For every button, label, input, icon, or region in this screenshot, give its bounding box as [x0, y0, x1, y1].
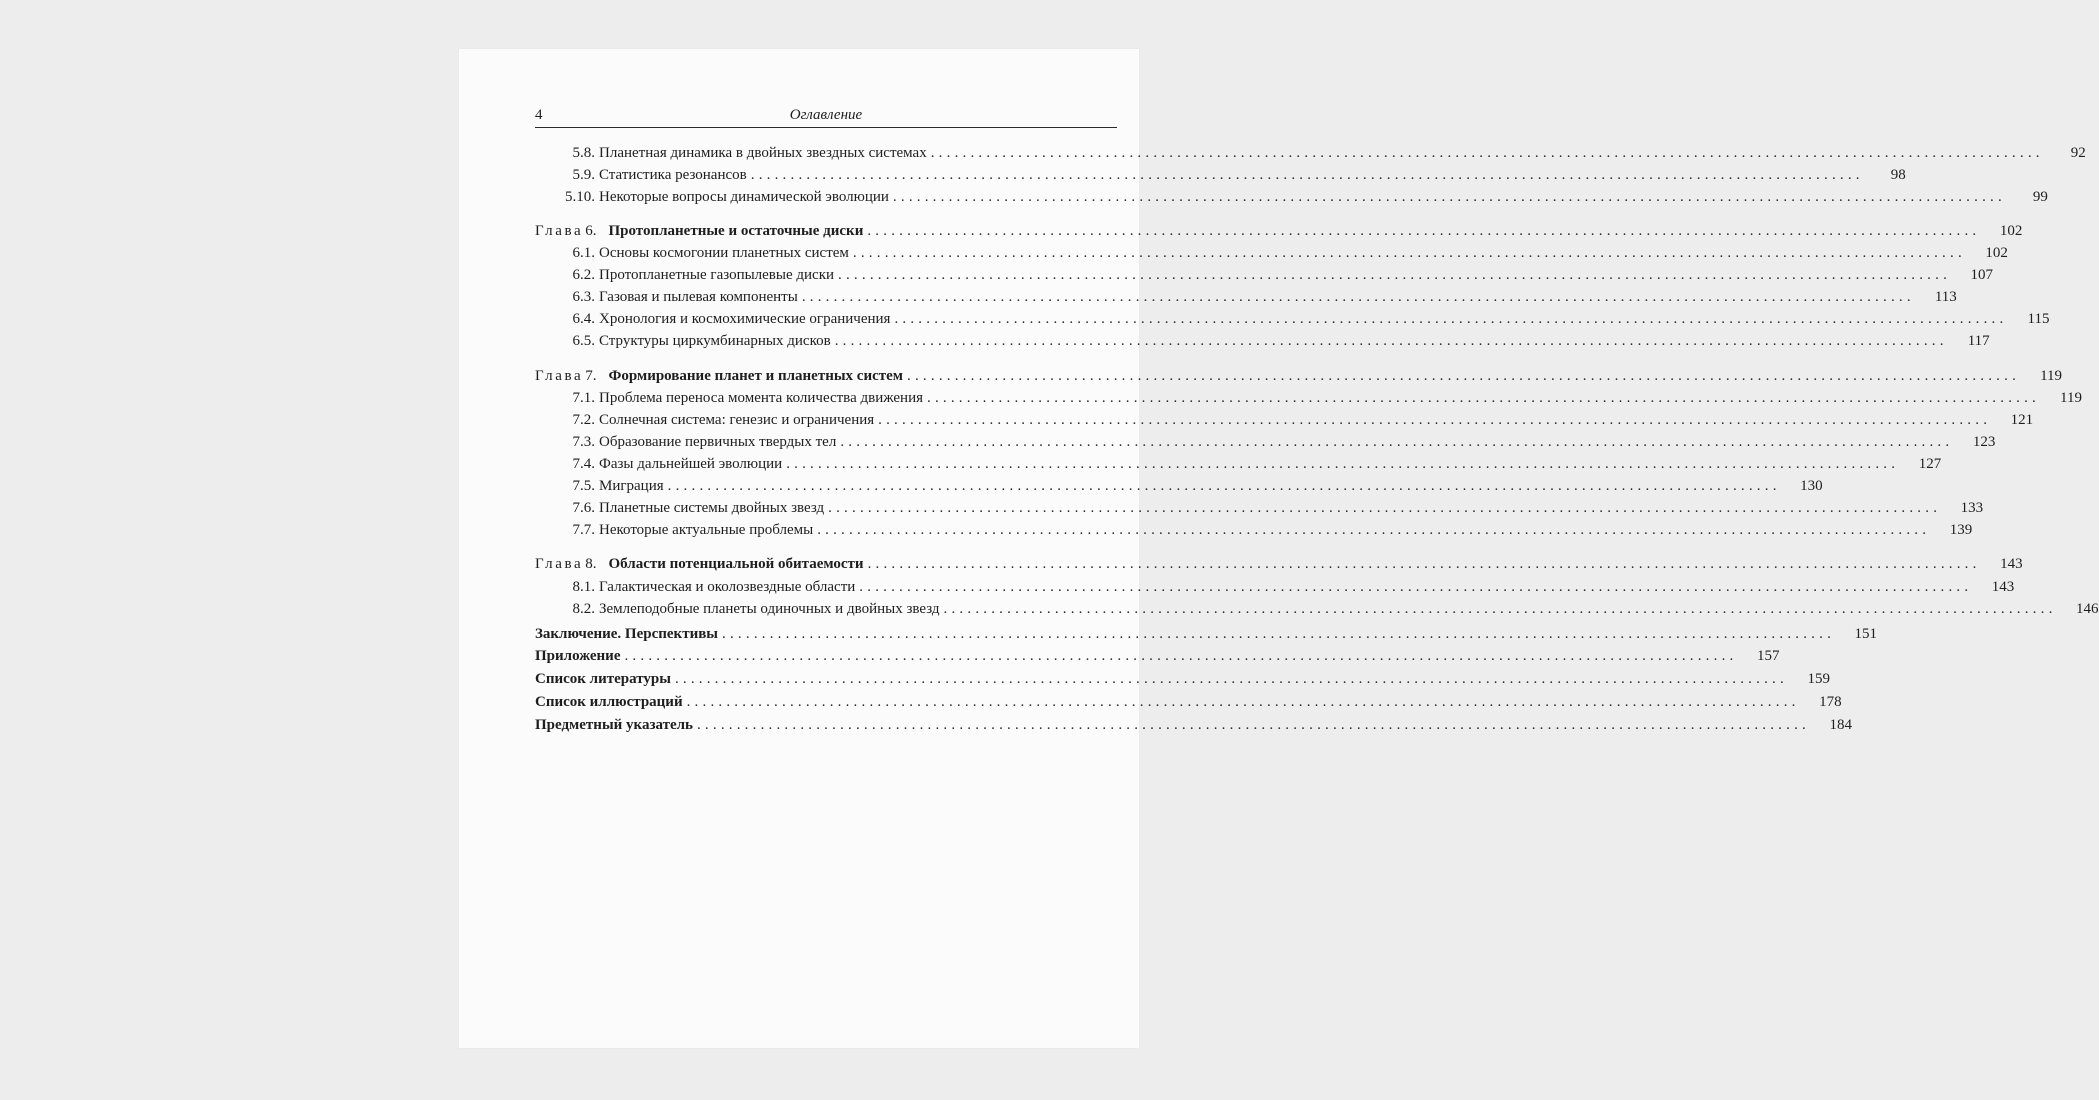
dot-leader: ............................................................................................................................................	[894, 311, 2008, 327]
dot-leader: ............................................................................................................................................	[840, 434, 1954, 450]
toc-entry-page: 107	[1970, 267, 1994, 283]
toc-entry-page: 119	[2060, 390, 2082, 406]
toc-entry-page: 178	[1819, 694, 1842, 710]
page-number: 4	[535, 107, 543, 123]
toc-entry-7-2	[535, 409, 2034, 431]
toc-entry-title: Солнечная система: генезис и ограничения	[599, 412, 875, 428]
dot-leader: ............................................................................................................................................	[892, 189, 2006, 205]
toc-entry-page: 159	[1807, 671, 1830, 687]
toc-entry-page: 99	[2032, 189, 2048, 205]
book-page	[459, 49, 2099, 1048]
toc-entry-page: 98	[1890, 167, 1906, 183]
chapter-number: 8.	[585, 556, 597, 572]
toc-entry-number: 7.6.	[572, 500, 595, 516]
chapter-title: Формирование планет и планетных систем	[608, 368, 904, 384]
toc-entry-7-5	[535, 475, 1823, 497]
toc-entry-number: 6.5.	[572, 333, 595, 349]
toc-back-references	[535, 668, 1830, 690]
toc-entry-number: 6.3.	[572, 289, 595, 305]
toc-entry-title: Структуры циркумбинарных дисков	[599, 333, 831, 349]
toc-entry-7-7	[535, 519, 1973, 541]
toc-entry-number: 7.3.	[572, 434, 595, 450]
running-head-title: Оглавление	[789, 107, 863, 123]
dot-leader: ............................................................................................................................................	[674, 671, 1788, 687]
toc-entry-title: Основы космогонии планетных систем	[599, 245, 849, 261]
chapter-title: Области потенциальной обитаемости	[608, 556, 864, 572]
dot-leader: ............................................................................................................................................	[927, 390, 2040, 406]
toc-back-index	[535, 714, 1852, 736]
toc-entry-page: 102	[1985, 245, 2008, 261]
dot-leader: ............................................................................................................................................	[667, 478, 1781, 494]
toc-entry-title: Фазы дальнейшей эволюции	[599, 456, 783, 472]
running-head	[535, 107, 1117, 128]
toc-entry-5-9	[535, 164, 1906, 186]
toc-entry-title: Газовая и пылевая компоненты	[599, 289, 798, 305]
toc-entry-number: 5.8.	[572, 145, 595, 161]
toc-entry-number: 7.5.	[572, 478, 595, 494]
dot-leader: ............................................................................................................................................	[786, 456, 1900, 472]
dot-leader: ............................................................................................................................................	[624, 648, 1738, 664]
toc-entry-page: 157	[1756, 648, 1780, 664]
chapter-number: 7.	[585, 368, 597, 384]
toc-entry-title: Проблема переноса момента количества движения	[599, 390, 923, 406]
toc-entry-number: 5.9.	[572, 167, 595, 183]
toc-entry-7-4	[535, 453, 1942, 475]
toc-chapter-6	[535, 220, 2023, 242]
toc-entry-number: 6.2.	[572, 267, 595, 283]
dot-leader: ............................................................................................................................................	[722, 626, 1836, 642]
toc-entry-number: 8.2.	[572, 601, 595, 617]
toc-entry-6-2	[535, 264, 1994, 286]
toc-entry-8-1	[535, 576, 2015, 598]
toc-entry-number: 6.1.	[572, 245, 595, 261]
toc-entry-page: 117	[1967, 333, 1990, 349]
chapter-number: 6.	[585, 223, 597, 239]
toc-entry-number: 7.2.	[572, 412, 595, 428]
chapter-word: Глава	[535, 223, 584, 239]
chapter-word: Глава	[535, 368, 584, 384]
toc-chapter-7	[535, 365, 2063, 387]
toc-entry-7-6	[535, 497, 1984, 519]
dot-leader: ............................................................................................................................................	[907, 368, 2021, 384]
back-matter-title: Список литературы	[535, 671, 671, 687]
back-matter-title: Предметный указатель	[535, 717, 693, 733]
toc-back-illustrations	[535, 691, 1842, 713]
toc-entry-number: 7.1.	[572, 390, 595, 406]
dot-leader: ............................................................................................................................................	[943, 601, 2057, 617]
toc-entry-title: Протопланетные газопылевые диски	[599, 267, 835, 283]
toc-entry-page: 139	[1949, 522, 1973, 538]
toc-entry-page: 92	[2070, 145, 2086, 161]
toc-entry-page: 121	[2010, 412, 2034, 428]
toc-entry-page: 127	[1918, 456, 1942, 472]
toc-entry-page: 151	[1854, 626, 1878, 642]
dot-leader: ............................................................................................................................................	[696, 717, 1810, 733]
chapter-title: Протопланетные и остаточные диски	[608, 223, 864, 239]
dot-leader: ............................................................................................................................................	[930, 145, 2044, 161]
toc-entry-title: Миграция	[599, 478, 664, 494]
toc-entry-6-4	[535, 308, 2050, 330]
dot-leader: ............................................................................................................................................	[867, 556, 1981, 572]
toc-entry-title: Землеподобные планеты одиночных и двойных звезд	[599, 601, 940, 617]
toc-entry-number: 7.7.	[572, 522, 595, 538]
dot-leader: ............................................................................................................................................	[828, 500, 1942, 516]
toc-entry-title: Планетные системы двойных звезд	[599, 500, 825, 516]
toc-entry-page: 119	[2040, 368, 2063, 384]
dot-leader: ............................................................................................................................................	[834, 333, 1948, 349]
toc-entry-title: Образование первичных твердых тел	[599, 434, 837, 450]
dot-leader: ............................................................................................................................................	[750, 167, 1864, 183]
toc-entry-title: Некоторые вопросы динамической эволюции	[599, 189, 889, 205]
toc-entry-number: 8.1.	[572, 579, 595, 595]
toc-entry-8-2	[535, 598, 2099, 620]
toc-entry-page: 113	[1934, 289, 1957, 305]
dot-leader: ............................................................................................................................................	[859, 579, 1973, 595]
back-matter-title: Заключение. Перспективы	[535, 626, 719, 642]
toc-entry-title: Статистика резонансов	[599, 167, 747, 183]
toc-chapter-8	[535, 553, 2023, 575]
toc-entry-7-3	[535, 431, 1996, 453]
toc-entry-title: Планетная динамика в двойных звездных системах	[599, 145, 927, 161]
toc-entry-title: Галактическая и околозвездные области	[599, 579, 856, 595]
chapter-word: Глава	[535, 556, 584, 572]
toc-entry-page: 130	[1800, 478, 1823, 494]
toc-entry-title: Хронология и космохимические ограничения	[599, 311, 891, 327]
toc-entry-page: 115	[2027, 311, 2050, 327]
toc-entry-number: 5.10.	[565, 189, 595, 205]
dot-leader: ............................................................................................................................................	[817, 522, 1931, 538]
toc-entry-5-10	[535, 186, 2048, 208]
toc-entry-6-1	[535, 242, 2008, 264]
toc-entry-6-5	[535, 330, 1990, 352]
toc-entry-page: 143	[2000, 556, 2023, 572]
toc-entry-page: 123	[1972, 434, 1996, 450]
toc-entry-title: Некоторые актуальные проблемы	[599, 522, 814, 538]
toc-entry-page: 184	[1829, 717, 1852, 733]
dot-leader: ............................................................................................................................................	[838, 267, 1952, 283]
dot-leader: ............................................................................................................................................	[801, 289, 1915, 305]
dot-leader: ............................................................................................................................................	[878, 412, 1992, 428]
back-matter-title: Список иллюстраций	[535, 694, 683, 710]
toc-back-conclusion	[535, 623, 1878, 645]
toc-entry-number: 6.4.	[572, 311, 595, 327]
dot-leader: ............................................................................................................................................	[686, 694, 1800, 710]
dot-leader: ............................................................................................................................................	[867, 223, 1981, 239]
toc-back-appendix	[535, 645, 1780, 667]
toc-entry-7-1	[535, 387, 2082, 409]
toc-entry-page: 143	[1991, 579, 2015, 595]
toc-entry-page: 146	[2076, 601, 2099, 617]
toc-entry-page: 102	[1999, 223, 2023, 239]
toc-entry-number: 7.4.	[572, 456, 595, 472]
dot-leader: ............................................................................................................................................	[852, 245, 1966, 261]
toc-entry-6-3	[535, 286, 1957, 308]
back-matter-title: Приложение	[535, 648, 621, 664]
toc-entry-5-8	[535, 142, 2086, 164]
toc-entry-page: 133	[1960, 500, 1984, 516]
